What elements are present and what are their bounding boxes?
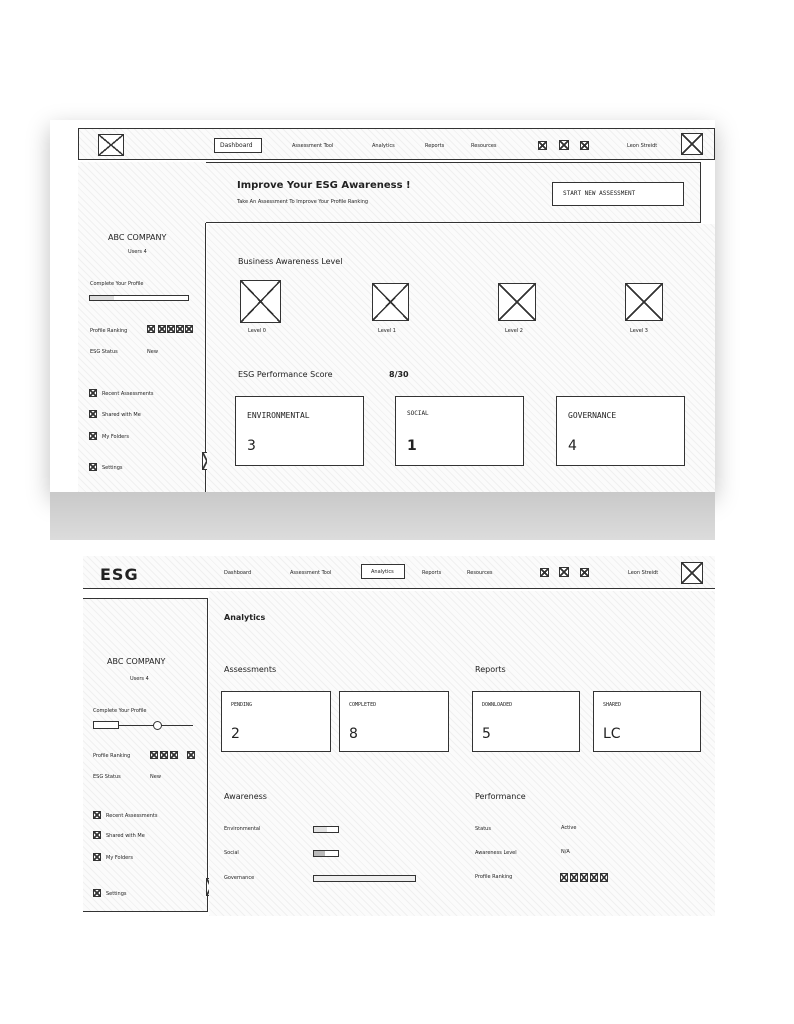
- level-3-label: Level 3: [630, 328, 648, 334]
- level-2-label: Level 2: [505, 328, 523, 334]
- completed-label: COMPLETED: [349, 702, 377, 708]
- pending-label: PENDING: [231, 702, 253, 708]
- environmental-value: 3: [247, 438, 256, 454]
- shared-value: LC: [603, 726, 621, 742]
- tab-reports[interactable]: Reports: [422, 570, 442, 576]
- complete-profile-label: Complete Your Profile: [90, 281, 144, 287]
- awareness-level-value: N/A: [561, 849, 570, 855]
- profile-ranking-label: Profile Ranking: [93, 753, 131, 759]
- settings-icon: [89, 463, 97, 471]
- rank-5-icon: [185, 325, 193, 333]
- rank-3-icon: [580, 873, 588, 882]
- awareness-bar-fill: [314, 827, 327, 832]
- social-value: 1: [407, 438, 417, 454]
- tab-reports[interactable]: Reports: [425, 143, 445, 149]
- frame-separator: [50, 492, 715, 540]
- awareness-bar: [313, 875, 416, 882]
- company-name: ABC COMPANY: [108, 233, 167, 242]
- assessments-title: Assessments: [224, 665, 277, 674]
- esg-status-value: New: [147, 349, 158, 355]
- rank-5-icon: [600, 873, 608, 882]
- users-count: Users 4: [130, 676, 149, 682]
- rank-1-icon: [560, 873, 568, 882]
- level-1-image: [372, 283, 409, 321]
- users-count: Users 4: [128, 249, 147, 255]
- dashboard-frame: [50, 120, 715, 492]
- tab-resources[interactable]: Resources: [471, 143, 497, 149]
- completed-card[interactable]: [339, 691, 449, 752]
- tab-dashboard-label: Dashboard: [220, 142, 253, 149]
- level-2-image: [498, 283, 536, 321]
- level-3-image: [625, 283, 663, 321]
- rank-4-icon: [176, 325, 184, 333]
- downloaded-card[interactable]: [472, 691, 580, 752]
- tab-analytics[interactable]: Analytics: [372, 143, 395, 149]
- tab-dashboard[interactable]: Dashboard: [224, 570, 252, 576]
- governance-value: 4: [568, 438, 577, 454]
- awareness-title: Business Awareness Level: [238, 257, 343, 266]
- profile-slider-handle[interactable]: [153, 721, 162, 730]
- environmental-label: ENVIRONMENTAL: [247, 411, 310, 420]
- settings-icon: [93, 889, 101, 897]
- app-logo[interactable]: ESG: [100, 565, 139, 584]
- page-title: Analytics: [224, 613, 266, 622]
- user-name[interactable]: Leon Streidt: [628, 570, 659, 576]
- avatar[interactable]: [681, 562, 703, 584]
- awareness-title: Awareness: [224, 792, 267, 801]
- banner-title: Improve Your ESG Awareness !: [237, 180, 411, 191]
- performance-score: 8/30: [389, 370, 409, 379]
- rank-3-icon: [167, 325, 175, 333]
- rank-4-icon: [590, 873, 598, 882]
- user-name[interactable]: Leon Streidt: [627, 143, 658, 149]
- rank-3-icon: [170, 751, 178, 759]
- esg-status-label: ESG Status: [93, 774, 121, 780]
- governance-card[interactable]: [556, 396, 685, 466]
- sidebar-item-recent-assessments[interactable]: Recent Assessments: [102, 391, 154, 397]
- message-icon[interactable]: [559, 140, 569, 150]
- environmental-card[interactable]: [235, 396, 364, 466]
- help-icon[interactable]: [580, 141, 589, 150]
- profile-ranking-label: Profile Ranking: [90, 328, 128, 334]
- tab-analytics-label: Analytics: [371, 569, 394, 575]
- banner-subtitle: Take An Assessment To Improve Your Profile Ranking: [237, 199, 369, 205]
- sidebar-item-folders[interactable]: My Folders: [106, 855, 133, 861]
- sidebar-item-settings[interactable]: Settings: [102, 465, 123, 471]
- folders-icon: [89, 432, 97, 440]
- recent-assessments-icon: [89, 389, 97, 397]
- profile-slider-fill: [93, 721, 119, 729]
- performance-title: Performance: [475, 792, 526, 801]
- notification-icon[interactable]: [540, 568, 549, 577]
- awareness-bar-fill: [314, 851, 325, 856]
- awareness-row-label: Environmental: [224, 826, 261, 832]
- rank-1-icon: [147, 325, 155, 333]
- esg-status-value: New: [150, 774, 161, 780]
- avatar[interactable]: [681, 133, 703, 155]
- recent-assessments-icon: [93, 811, 101, 819]
- folders-icon: [93, 853, 101, 861]
- sidebar-item-shared[interactable]: Shared with Me: [106, 833, 145, 839]
- notification-icon[interactable]: [538, 141, 547, 150]
- rank-4-icon: [187, 751, 195, 759]
- level-0-label: Level 0: [248, 328, 266, 334]
- shared-label: SHARED: [603, 702, 622, 708]
- sidebar-item-recent-assessments[interactable]: Recent Assessments: [106, 813, 158, 819]
- tab-assessment-tool[interactable]: Assessment Tool: [290, 570, 332, 576]
- social-label: SOCIAL: [407, 410, 429, 417]
- downloaded-label: DOWNLOADED: [482, 702, 513, 708]
- social-card[interactable]: [395, 396, 524, 466]
- rank-2-icon: [158, 325, 166, 333]
- completed-value: 8: [349, 726, 358, 742]
- logo-placeholder-icon: [98, 134, 124, 156]
- tab-resources[interactable]: Resources: [467, 570, 493, 576]
- awareness-level-label: Awareness Level: [475, 850, 517, 856]
- awareness-bar: [313, 826, 339, 833]
- awareness-bar: [313, 850, 339, 857]
- sidebar-item-shared[interactable]: Shared with Me: [102, 412, 141, 418]
- pending-value: 2: [231, 726, 240, 742]
- sidebar-item-folders[interactable]: My Folders: [102, 434, 129, 440]
- profile-progress-fill: [90, 296, 114, 300]
- profile-ranking-label: Profile Ranking: [475, 874, 513, 880]
- analytics-frame: [83, 540, 715, 918]
- governance-label: GOVERNANCE: [568, 411, 617, 420]
- complete-profile-label: Complete Your Profile: [93, 708, 147, 714]
- performance-title: ESG Performance Score: [238, 370, 333, 379]
- shared-icon: [93, 831, 101, 839]
- rank-2-icon: [570, 873, 578, 882]
- company-name: ABC COMPANY: [107, 657, 166, 666]
- message-icon[interactable]: [559, 567, 569, 577]
- level-0-image: [240, 280, 281, 323]
- start-assessment-label: START NEW ASSESSMENT: [563, 190, 636, 197]
- rank-1-icon: [150, 751, 158, 759]
- tab-assessment-tool[interactable]: Assessment Tool: [292, 143, 334, 149]
- pending-card[interactable]: [221, 691, 331, 752]
- awareness-row-label: Social: [224, 850, 239, 856]
- status-value: Active: [561, 825, 577, 831]
- reports-title: Reports: [475, 665, 506, 674]
- sidebar-item-settings[interactable]: Settings: [106, 891, 127, 897]
- level-1-label: Level 1: [378, 328, 396, 334]
- esg-status-label: ESG Status: [90, 349, 118, 355]
- shared-icon: [89, 410, 97, 418]
- help-icon[interactable]: [580, 568, 589, 577]
- awareness-bar-fill: [314, 876, 415, 881]
- status-label: Status: [475, 826, 491, 832]
- top-nav: [78, 128, 715, 160]
- shared-card[interactable]: [593, 691, 701, 752]
- awareness-row-label: Governance: [224, 875, 255, 881]
- rank-2-icon: [160, 751, 168, 759]
- main-content: [209, 591, 715, 916]
- downloaded-value: 5: [482, 726, 491, 742]
